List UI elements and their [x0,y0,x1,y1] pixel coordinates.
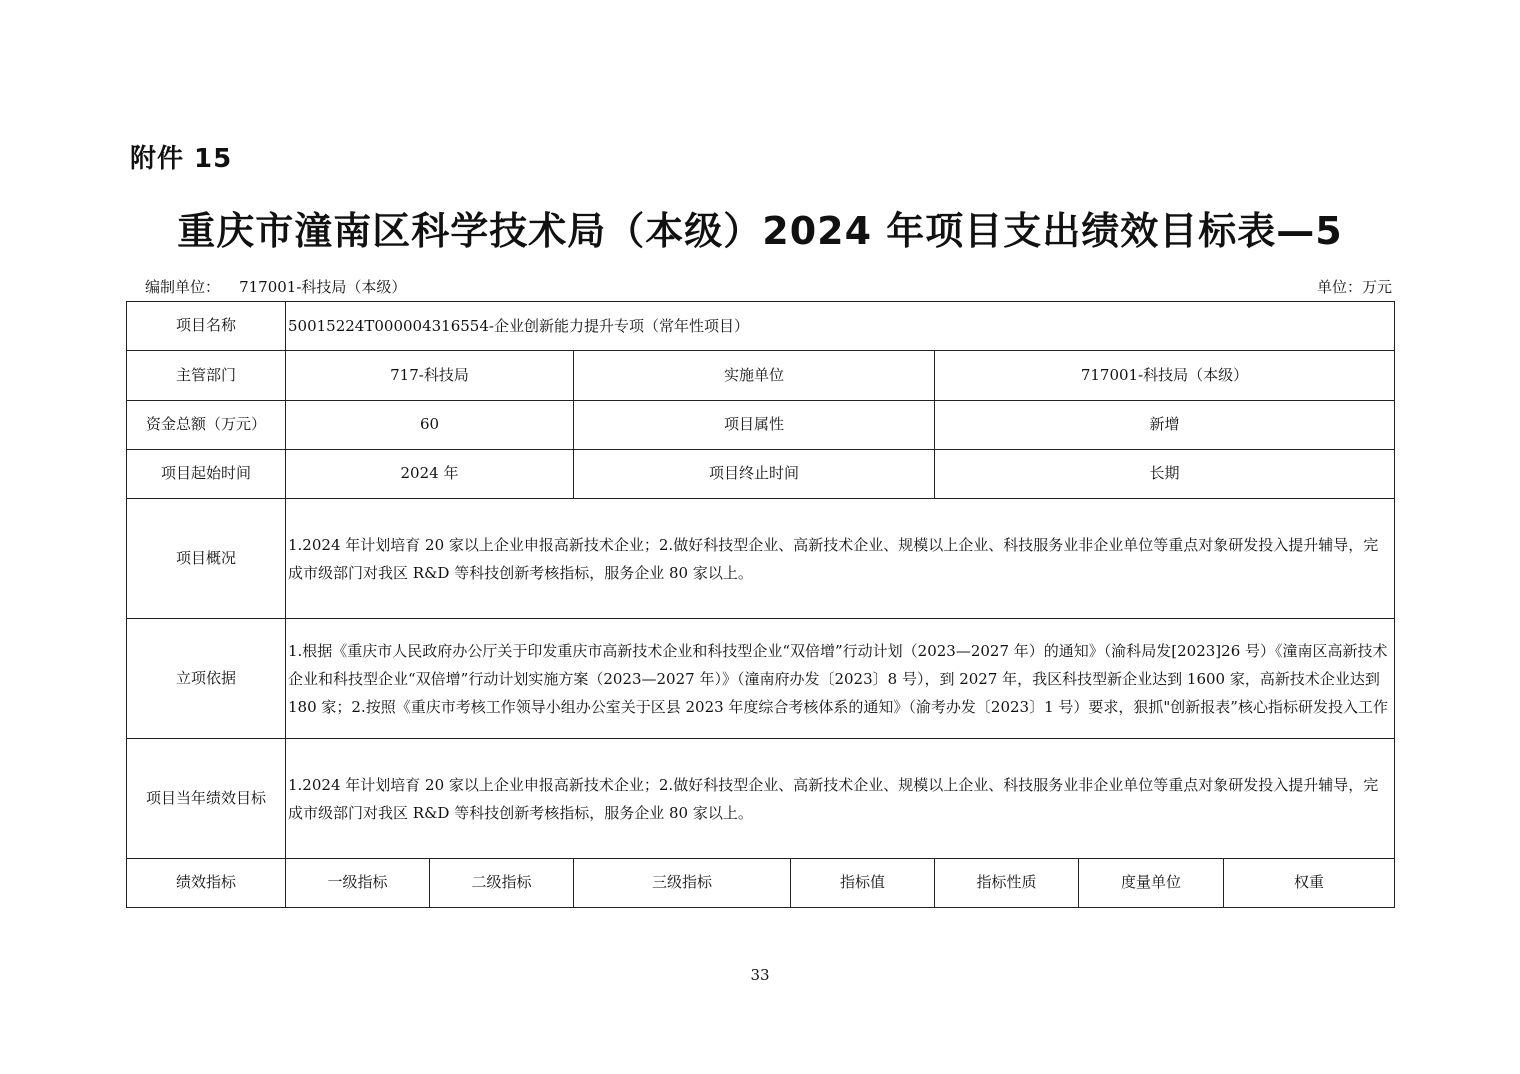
nature-header: 指标性质 [935,859,1079,908]
document-title: 重庆市潼南区科学技术局（本级）2024 年项目支出绩效目标表—5 [177,209,1343,253]
funds-value: 60 [286,401,574,450]
table-row-goal [127,739,1395,859]
dept-label: 主管部门 [127,351,286,401]
level1-header: 一级指标 [286,859,430,908]
compiling-unit [145,276,406,297]
end-value: 长期 [935,450,1395,499]
compiling-unit-value: 717001-科技局（本级） [239,278,407,296]
overview-label: 项目概况 [127,499,286,619]
weight-header: 权重 [1224,859,1395,908]
start-value: 2024 年 [286,450,574,499]
impl-unit-label: 实施单位 [574,351,935,401]
unit-label: 单位：万元 [1316,278,1392,296]
table-row-basis [127,619,1395,739]
unit-header: 度量单位 [1079,859,1224,908]
table-row-overview [127,499,1395,619]
level2-header: 二级指标 [430,859,574,908]
end-label: 项目终止时间 [574,450,935,499]
value-header: 指标值 [791,859,935,908]
table-row-indicator-header [127,859,1395,908]
project-name-label: 项目名称 [127,302,286,351]
start-label: 项目起始时间 [127,450,286,499]
performance-goal-table [126,301,1395,908]
level3-header: 三级指标 [574,859,791,908]
attachment-label: 附件 15 [130,144,233,174]
attr-value: 新增 [935,401,1395,450]
overview-value: 1.2024 年计划培育 20 家以上企业申报高新技术企业；2.做好科技型企业、高新技术企业、规模以上企业、科技服务业非企业单位等重点对象研发投入提升辅导，完成市级部门对我区 R&D 等科技创新考核指标，服务企业 80 家以上。 [286,499,1395,619]
goal-value: 1.2024 年计划培育 20 家以上企业申报高新技术企业；2.做好科技型企业、高新技术企业、规模以上企业、科技服务业非企业单位等重点对象研发投入提升辅导，完成市级部门对我区 R&D 等科技创新考核指标，服务企业 80 家以上。 [286,739,1395,859]
page-number: 33 [750,966,770,984]
project-name-value: 50015224T000004316554-企业创新能力提升专项（常年性项目） [286,302,1395,351]
funds-label: 资金总额（万元） [127,401,286,450]
table-row-project-name [127,302,1395,351]
meta-row [145,276,1392,296]
table-row-funds [127,401,1395,450]
perf-indicators-header: 绩效指标 [127,859,286,908]
basis-value: 1.根据《重庆市人民政府办公厅关于印发重庆市高新技术企业和科技型企业“双倍增”行动计划（2023—2027 年）的通知》（渝科局发[2023]26 号）《潼南区高新技术企业和科技型企业“双倍增”行动计划实施方案（2023—2027 年）》（潼南府办发〔2023〕8 号），到 2027 年，我区科技型新企业达到 1600 家，高新技术企业达到 180 家；2.按照《重庆市考核工作领导小组办公室关于区县 2023 年度综合考核体系的通知》（渝考办发〔2023〕1 号）要求，狠抓"创新报表”核心指标研发投入工作 [286,619,1395,739]
attr-label: 项目属性 [574,401,935,450]
dept-value: 717-科技局 [286,351,574,401]
goal-label: 项目当年绩效目标 [127,739,286,859]
impl-unit-value: 717001-科技局（本级） [935,351,1395,401]
table-row-department [127,351,1395,401]
table-row-time [127,450,1395,499]
basis-label: 立项依据 [127,619,286,739]
compiling-unit-label: 编制单位： [145,278,221,296]
